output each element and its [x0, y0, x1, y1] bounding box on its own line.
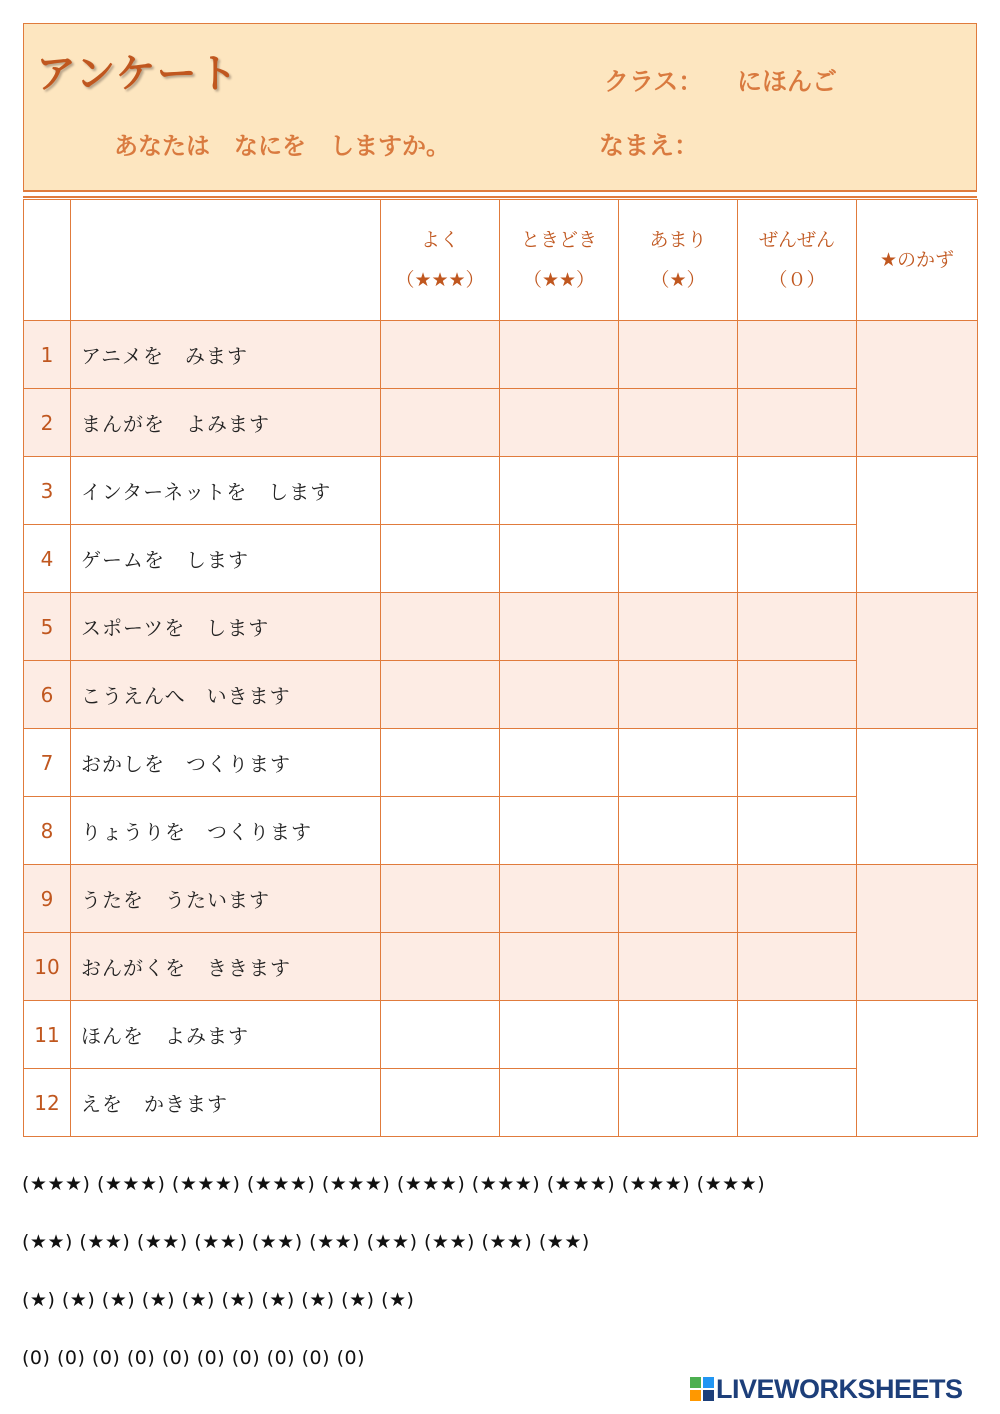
table-row — [24, 457, 978, 525]
star-count-cell[interactable] — [857, 321, 978, 457]
question-subtitle: あなたは なにを しますか。 — [114, 132, 450, 160]
drop-cell-rarely[interactable] — [619, 321, 738, 389]
drop-cell-never[interactable] — [738, 797, 857, 865]
header-panel — [23, 23, 977, 191]
table-header-row — [24, 200, 978, 321]
drop-cell-rarely[interactable] — [619, 457, 738, 525]
star-count-cell[interactable] — [857, 865, 978, 1001]
drop-cell-never[interactable] — [738, 457, 857, 525]
header-never: ぜんぜん （０） — [738, 200, 857, 321]
star-count-cell[interactable] — [857, 1001, 978, 1137]
drop-cell-never[interactable] — [738, 593, 857, 661]
drop-cell-sometimes[interactable] — [500, 525, 619, 593]
activity-label: まんがを よみます — [71, 389, 381, 457]
activity-label: ゲームを します — [71, 525, 381, 593]
name-label: なまえ： — [599, 131, 700, 160]
activity-label: こうえんへ いきます — [71, 661, 381, 729]
activity-label: おかしを つくります — [71, 729, 381, 797]
activity-label: りょうりを つくります — [71, 797, 381, 865]
activity-label: スポーツを します — [71, 593, 381, 661]
drop-cell-sometimes[interactable] — [500, 457, 619, 525]
drop-cell-often[interactable] — [381, 389, 500, 457]
star-bank-two[interactable]: (★★) (★★) (★★) (★★) (★★) (★★) (★★) (★★) (★★) (★★) — [22, 1231, 590, 1253]
row-number: 5 — [24, 593, 71, 661]
table-row — [24, 1069, 978, 1137]
class-value: にほんご — [737, 67, 838, 96]
drop-cell-sometimes[interactable] — [500, 1001, 619, 1069]
row-number: 3 — [24, 457, 71, 525]
drop-cell-often[interactable] — [381, 1069, 500, 1137]
drop-cell-often[interactable] — [381, 593, 500, 661]
star-count-cell[interactable] — [857, 593, 978, 729]
activity-label: おんがくを ききます — [71, 933, 381, 1001]
activity-label: アニメを みます — [71, 321, 381, 389]
table-row — [24, 593, 978, 661]
drop-cell-never[interactable] — [738, 729, 857, 797]
drop-cell-sometimes[interactable] — [500, 1069, 619, 1137]
header-num-cell — [24, 200, 71, 321]
drop-cell-often[interactable] — [381, 457, 500, 525]
table-row — [24, 321, 978, 389]
drop-cell-often[interactable] — [381, 865, 500, 933]
drop-cell-rarely[interactable] — [619, 1001, 738, 1069]
row-number: 10 — [24, 933, 71, 1001]
header-activity-cell — [71, 200, 381, 321]
activity-label: インターネットを します — [71, 457, 381, 525]
header-rarely: あまり （★） — [619, 200, 738, 321]
drop-cell-often[interactable] — [381, 661, 500, 729]
drop-cell-rarely[interactable] — [619, 1069, 738, 1137]
drop-cell-never[interactable] — [738, 865, 857, 933]
table-row — [24, 933, 978, 1001]
drop-cell-never[interactable] — [738, 1001, 857, 1069]
drop-cell-rarely[interactable] — [619, 661, 738, 729]
row-number: 11 — [24, 1001, 71, 1069]
drop-cell-sometimes[interactable] — [500, 593, 619, 661]
star-bank-zero[interactable]: (0) (0) (0) (0) (0) (0) (0) (0) (0) (0) — [22, 1347, 365, 1369]
drop-cell-sometimes[interactable] — [500, 321, 619, 389]
drop-cell-never[interactable] — [738, 321, 857, 389]
drop-cell-never[interactable] — [738, 525, 857, 593]
drop-cell-never[interactable] — [738, 1069, 857, 1137]
drop-cell-often[interactable] — [381, 797, 500, 865]
table-row — [24, 865, 978, 933]
row-number: 4 — [24, 525, 71, 593]
drop-cell-often[interactable] — [381, 729, 500, 797]
liveworksheets-logo — [690, 1374, 963, 1405]
row-number: 6 — [24, 661, 71, 729]
row-number: 7 — [24, 729, 71, 797]
star-bank-one[interactable]: (★) (★) (★) (★) (★) (★) (★) (★) (★) (★) — [22, 1289, 415, 1311]
page-title: アンケート — [36, 51, 239, 97]
star-count-cell[interactable] — [857, 457, 978, 593]
row-number: 9 — [24, 865, 71, 933]
drop-cell-often[interactable] — [381, 1001, 500, 1069]
table-row — [24, 389, 978, 457]
row-number: 8 — [24, 797, 71, 865]
table-row — [24, 525, 978, 593]
drop-cell-rarely[interactable] — [619, 593, 738, 661]
header-sometimes: ときどき （★★） — [500, 200, 619, 321]
drop-cell-rarely[interactable] — [619, 933, 738, 1001]
drop-cell-rarely[interactable] — [619, 797, 738, 865]
drop-cell-often[interactable] — [381, 933, 500, 1001]
header-star-count: ★のかず — [857, 200, 978, 321]
row-number: 2 — [24, 389, 71, 457]
drop-cell-sometimes[interactable] — [500, 729, 619, 797]
survey-table — [23, 199, 978, 1137]
drop-cell-rarely[interactable] — [619, 865, 738, 933]
drop-cell-sometimes[interactable] — [500, 797, 619, 865]
header-often: よく （★★★） — [381, 200, 500, 321]
class-label: クラス： — [604, 67, 704, 96]
header-divider — [23, 190, 977, 198]
table-row — [24, 729, 978, 797]
logo-text: LIVEWORKSHEETS — [716, 1374, 963, 1404]
drop-cell-sometimes[interactable] — [500, 661, 619, 729]
drop-cell-sometimes[interactable] — [500, 933, 619, 1001]
star-count-cell[interactable] — [857, 729, 978, 865]
drop-cell-never[interactable] — [738, 933, 857, 1001]
drop-cell-rarely[interactable] — [619, 389, 738, 457]
table-row — [24, 1001, 978, 1069]
activity-label: うたを うたいます — [71, 865, 381, 933]
drop-cell-never[interactable] — [738, 661, 857, 729]
drop-cell-rarely[interactable] — [619, 525, 738, 593]
drop-cell-sometimes[interactable] — [500, 865, 619, 933]
table-row — [24, 661, 978, 729]
table-row — [24, 797, 978, 865]
row-number: 12 — [24, 1069, 71, 1137]
activity-label: ほんを よみます — [71, 1001, 381, 1069]
row-number: 1 — [24, 321, 71, 389]
drop-cell-often[interactable] — [381, 321, 500, 389]
drop-cell-sometimes[interactable] — [500, 389, 619, 457]
drop-cell-rarely[interactable] — [619, 729, 738, 797]
logo-blocks-icon — [690, 1377, 714, 1401]
activity-label: えを かきます — [71, 1069, 381, 1137]
drop-cell-never[interactable] — [738, 389, 857, 457]
star-bank-three[interactable]: (★★★) (★★★) (★★★) (★★★) (★★★) (★★★) (★★★) (★★★) (★★★) (★★★) — [22, 1173, 766, 1195]
drop-cell-often[interactable] — [381, 525, 500, 593]
